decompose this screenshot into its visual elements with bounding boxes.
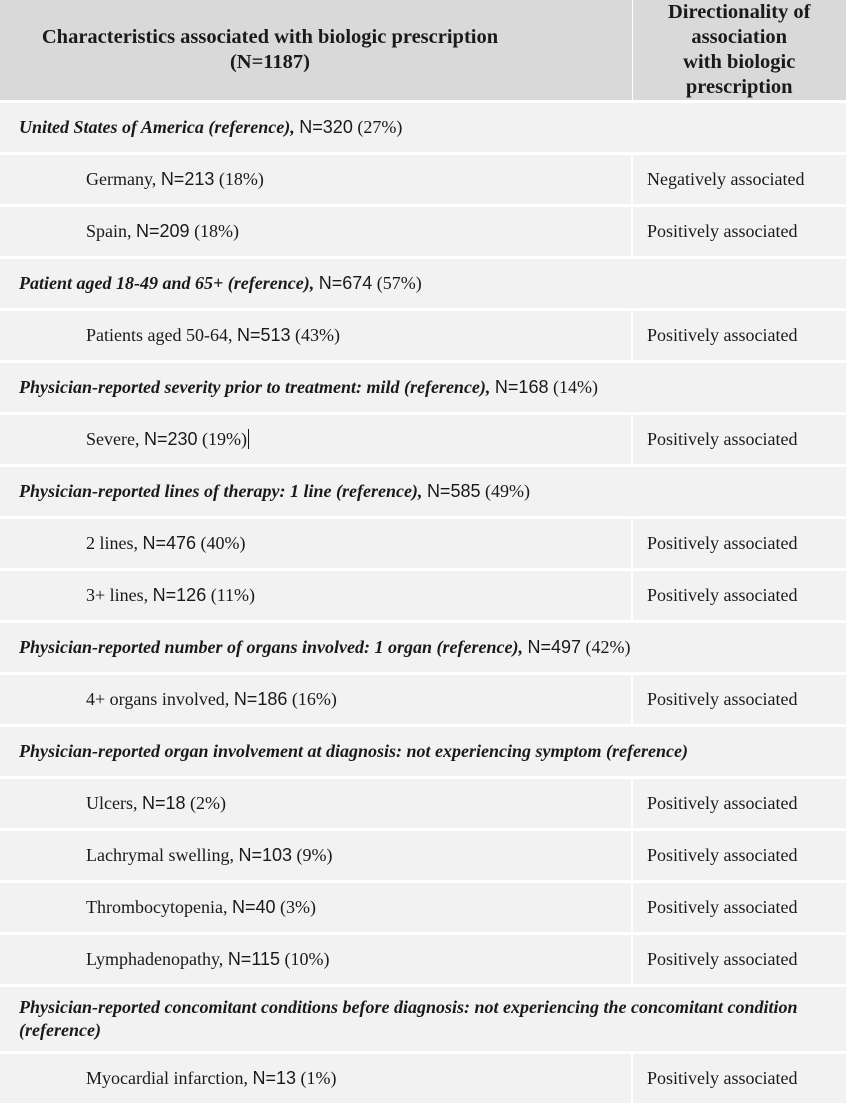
header-directionality-line1: Directionality of association [667, 1, 811, 48]
characteristic-count: N=213 [160, 169, 215, 189]
characteristic-label: Lachrymal swelling, [86, 845, 234, 865]
characteristic-pct: (2%) [190, 793, 227, 813]
group-title: Physician-reported concomitant conditions before diagnosis: not experiencing the concomitant condition (reference) [19, 997, 798, 1040]
group-count: N=585 [426, 481, 481, 501]
table-row [0, 882, 846, 934]
group-cell [0, 102, 846, 154]
characteristic-count: N=476 [142, 533, 197, 553]
group-cell [0, 622, 846, 674]
header-characteristics-line2: (N=1187) [229, 51, 310, 73]
direction-cell: Positively associated [632, 934, 846, 986]
characteristic-label: Lymphadenopathy, [86, 949, 224, 969]
table-row [0, 414, 846, 466]
group-cell [0, 726, 846, 778]
characteristic-cell[interactable] [0, 414, 632, 466]
characteristic-cell [0, 310, 632, 362]
characteristic-pct: (43%) [295, 325, 341, 345]
group-count: N=320 [299, 117, 353, 137]
group-count: N=497 [527, 637, 582, 657]
group-cell [0, 258, 846, 310]
table-row [0, 310, 846, 362]
characteristic-label: Spain, [86, 221, 132, 241]
group-title: Physician-reported severity prior to treatment: mild (reference), [19, 377, 491, 397]
group-row [0, 986, 846, 1053]
group-cell [0, 362, 846, 414]
direction-cell: Positively associated [632, 414, 846, 466]
group-title: Physician-reported lines of therapy: 1 line (reference), [19, 481, 423, 501]
group-row [0, 102, 846, 154]
characteristic-cell [0, 570, 632, 622]
group-title: Patient aged 18-49 and 65+ (reference), [19, 273, 315, 293]
table-row [0, 830, 846, 882]
characteristic-label: Thrombocytopenia, [86, 897, 228, 917]
characteristic-cell [0, 882, 632, 934]
direction-cell: Positively associated [632, 518, 846, 570]
group-pct: (49%) [484, 481, 530, 501]
table-row [0, 206, 846, 258]
group-pct: (42%) [585, 637, 631, 657]
group-pct: (14%) [552, 377, 598, 397]
characteristic-pct: (3%) [280, 897, 316, 917]
group-title: Physician-reported organ involvement at diagnosis: not experiencing symptom (reference) [19, 741, 688, 761]
direction-cell: Positively associated [632, 674, 846, 726]
characteristic-cell [0, 518, 632, 570]
characteristic-count: N=13 [252, 1068, 296, 1088]
table-row [0, 778, 846, 830]
direction-cell: Positively associated [632, 570, 846, 622]
group-row [0, 362, 846, 414]
characteristic-label: 2 lines, [86, 533, 138, 553]
group-title: United States of America (reference), [19, 117, 295, 137]
characteristic-count: N=40 [231, 897, 276, 917]
header-directionality-line2: with biologic prescription [683, 51, 796, 98]
group-row [0, 466, 846, 518]
group-row [0, 258, 846, 310]
table-row [0, 934, 846, 986]
characteristic-label: Myocardial infarction, [86, 1068, 248, 1088]
characteristic-count: N=18 [141, 793, 186, 813]
direction-cell: Positively associated [632, 830, 846, 882]
characteristic-pct: (16%) [291, 689, 337, 709]
characteristic-label: 4+ organs involved, [86, 689, 230, 709]
characteristic-label: Patients aged 50-64, [86, 325, 233, 345]
group-pct: (27%) [357, 117, 403, 137]
group-row [0, 726, 846, 778]
characteristic-pct: (1%) [300, 1068, 337, 1088]
characteristic-count: N=103 [238, 845, 293, 865]
direction-cell: Positively associated [632, 882, 846, 934]
group-pct: (57%) [376, 273, 422, 293]
table-row [0, 154, 846, 206]
characteristic-pct: (10%) [284, 949, 330, 969]
characteristic-count: N=230 [143, 429, 198, 449]
characteristic-cell [0, 206, 632, 258]
group-count: N=168 [494, 377, 549, 397]
table-row [0, 674, 846, 726]
table-header-row [0, 0, 846, 102]
characteristic-count: N=513 [236, 325, 291, 345]
characteristic-pct: (18%) [218, 169, 264, 189]
characteristic-cell [0, 778, 632, 830]
characteristic-label: 3+ lines, [86, 585, 149, 605]
group-row [0, 622, 846, 674]
characteristic-cell [0, 934, 632, 986]
characteristic-label: Germany, [86, 169, 157, 189]
header-characteristics [0, 0, 632, 102]
characteristic-pct: (11%) [210, 585, 256, 605]
characteristic-cell [0, 1053, 632, 1105]
characteristic-pct: (18%) [194, 221, 240, 241]
group-cell [0, 466, 846, 518]
characteristic-label: Ulcers, [86, 793, 138, 813]
characteristic-cell [0, 830, 632, 882]
characteristic-count: N=126 [152, 585, 207, 605]
characteristic-count: N=186 [233, 689, 288, 709]
group-cell [0, 986, 846, 1053]
direction-cell: Positively associated [632, 778, 846, 830]
characteristic-pct: (40%) [200, 533, 246, 553]
group-title: Physician-reported number of organs involved: 1 organ (reference), [19, 637, 523, 657]
characteristic-label: Severe, [86, 429, 140, 449]
text-cursor [248, 429, 249, 449]
characteristic-cell [0, 154, 632, 206]
table-row [0, 1053, 846, 1105]
header-characteristics-line1: Characteristics associated with biologic prescription [41, 26, 499, 48]
direction-cell: Negatively associated [632, 154, 846, 206]
characteristic-pct: (9%) [296, 845, 333, 865]
direction-cell: Positively associated [632, 310, 846, 362]
characteristic-cell [0, 674, 632, 726]
table-row [0, 570, 846, 622]
header-directionality [632, 0, 846, 102]
table-row [0, 518, 846, 570]
characteristic-pct: (19%) [202, 429, 248, 449]
characteristic-count: N=209 [136, 221, 190, 241]
direction-cell: Positively associated [632, 206, 846, 258]
direction-cell: Positively associated [632, 1053, 846, 1105]
characteristic-count: N=115 [227, 949, 281, 969]
group-count: N=674 [318, 273, 373, 293]
